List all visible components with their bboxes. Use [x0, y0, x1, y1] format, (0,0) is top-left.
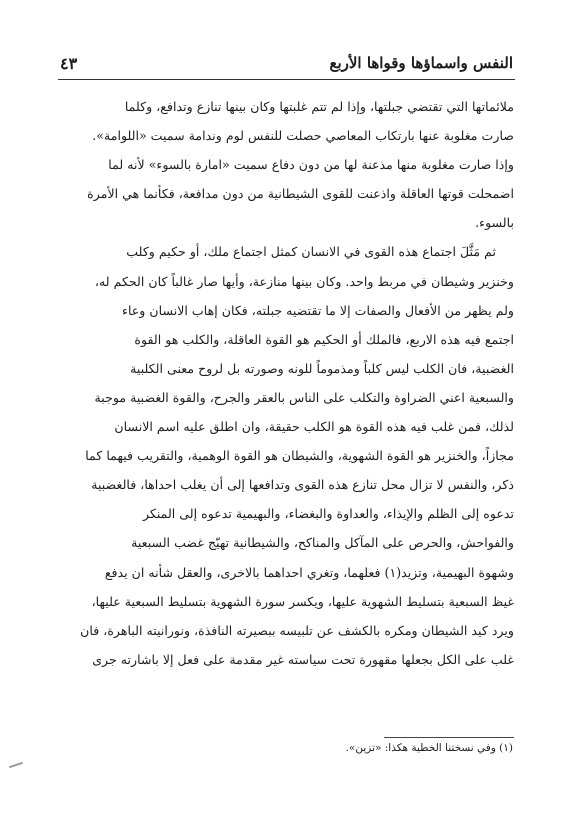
- text-line: مجازاً، والخنزير هو القوة الشهوية، والشيطان هو القوة الوهمية، والتقريب فيهما كما: [85, 448, 514, 464]
- paragraph-1: [60, 92, 514, 237]
- page-number: ٤٣: [60, 54, 78, 73]
- text-line: غيظ السبعية بتسليط الشهوية عليها، ويكسر سورة الشهوية بتسليط السبعية عليها،: [91, 593, 514, 609]
- running-title: النفس واسماؤها وقواها الأربع: [329, 54, 513, 72]
- text-line: غلب على الكل بجعلها مقهورة تحت سياسته غير مقدمة على فعل إلا باشارته جرى: [92, 651, 514, 667]
- body-text: [60, 92, 514, 674]
- text-line: وشهوة البهيمية، وتزيد(١) فعلهما، وتغري احداهما بالاخرى، والعقل شأنه ان يدفع: [104, 564, 514, 580]
- text-line: اضمحلت قوتها العاقلة واذعنت للقوى الشيطانية من دون مدافعة، فكأنما هي الأمرة: [87, 186, 514, 202]
- text-line: بالسوء.: [475, 215, 514, 231]
- text-line: تدعوه إلى الظلم والإيذاء، والعداوة والبغضاء، والبهيمية تدعوه إلى المنكر: [142, 506, 514, 522]
- text-line: الغضبية، فان الكلب ليس كلباً ومذموماً للونه وصورته بل لروح معنى الكلبية: [130, 360, 514, 376]
- header-rule: [58, 79, 515, 80]
- footnote-rule: [384, 737, 514, 738]
- text-line: ثم مَثَّلَ اجتماع هذه القوى في الانسان كمثل اجتماع ملك، أو حكيم وكلب: [126, 244, 496, 260]
- text-line: والفواحش، والحرص على المآكل والمناكح، والشيطانية تهيّج غضب السبعية: [131, 535, 514, 551]
- text-line: ويرد كيد الشيطان ومكره بالكشف عن تلبيسه ببصيرته النافذة، ونورانيته الباهرة، فان: [80, 622, 514, 638]
- text-line: ولم يظهر من الأفعال والصفات إلا ما تقتضيه جبلته، فكان إهاب الانسان وعاء: [122, 302, 514, 318]
- page-header: [0, 0, 571, 80]
- text-line: وإذا صارت مغلوبة منها مذعنة لها من دون دفاع سميت «امارة بالسوء» لأنه لما: [108, 157, 514, 173]
- text-line: اجتمع فيه هذه الاربع، فالملك أو الحكيم هو القوة العاقلة، والكلب هو القوة: [134, 331, 514, 347]
- text-line: والسبعية اعني الضراوة والتكلب على الناس بالعقر والجرح، والقوة الغضبية موجبة: [94, 389, 514, 405]
- margin-mark: [9, 762, 23, 768]
- text-line: لذلك، فمن غلب فيه هذه القوة هو الكلب حقيقة، وان اطلق عليه اسم الانسان: [114, 419, 514, 435]
- text-line: صارت مغلوبة عنها بارتكاب المعاصي حصلت للنفس لوم وندامة سميت «اللوامة».: [92, 128, 514, 144]
- text-line: ملائماتها التي تقتضي جبلتها، وإذا لم تتم غلبتها وكان بينها تنازع وتدافع، وكلما: [124, 99, 514, 114]
- paragraph-2: [60, 237, 514, 673]
- text-line: وخنزير وشيطان في مربط واحد. وكان بينها منازعة، وأيها صار غالباً كان الحكم له،: [94, 273, 514, 289]
- text-line: ذكر، والنفس لا تزال محل تنازع هذه القوى وتدافعها إلى أن يغلب احداها، فالغضبية: [91, 477, 514, 493]
- footnote: (١) وفي نسختنا الخطية هكذا: «تزين».: [345, 742, 513, 754]
